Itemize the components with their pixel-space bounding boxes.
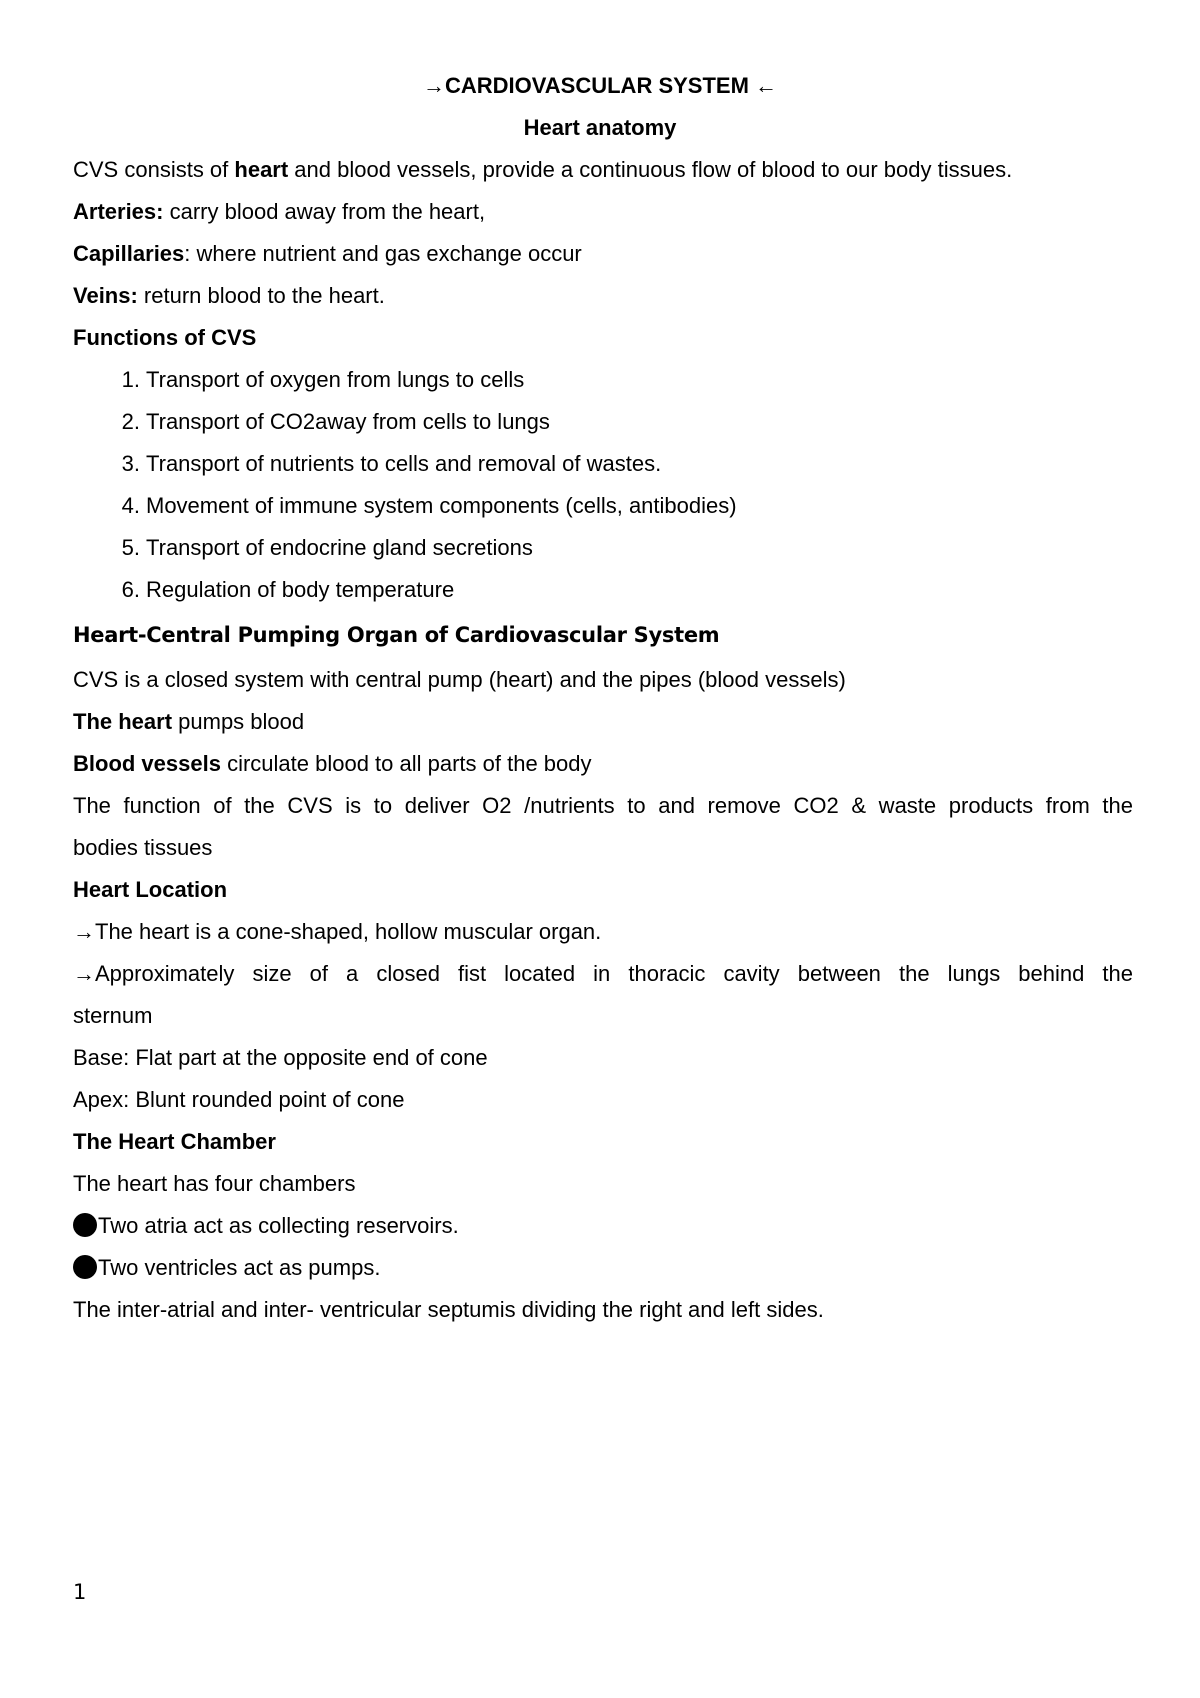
intro-paragraph [73,156,1133,184]
bullet-icon [73,1255,97,1279]
four-chambers-line: The heart has four chambers [73,1171,356,1196]
intro-text-pre: CVS consists of [73,157,235,182]
apex-line: Apex: Blunt rounded point of cone [73,1087,405,1112]
veins-line [73,282,1133,310]
function-paragraph-line-1: The function of the CVS is to deliver O2 /nutrients to and remove CO2 & waste products from the [73,793,1133,818]
capillaries-term: Capillaries [73,241,185,266]
heart-pumps-text: pumps blood [172,709,305,734]
list-text: Transport of endocrine gland secretions [146,535,533,560]
list-number: 5. [121,535,140,560]
intro-text-post: and blood vessels, provide a continuous flow of blood to our body tissues. [288,157,1013,182]
location-heading: Heart Location [73,877,228,902]
septum-line: The inter-atrial and inter- ventricular septumis dividing the right and left sides. [73,1297,824,1322]
blood-vessels-line [73,750,1133,778]
veins-text: return blood to the heart. [137,283,385,308]
function-paragraph-line-2: bodies tissues [73,835,213,860]
atria-text: Two atria act as collecting reservoirs. [98,1213,459,1238]
list-text: Transport of CO2away from cells to lungs [146,409,550,434]
blood-vessels-text: circulate blood to all parts of the body [220,751,592,776]
document-title: →CARDIOVASCULAR SYSTEM ← [422,73,778,98]
location-line-2: →Approximately size of a closed fist located in thoracic cavity between the lungs behind the [73,961,1133,986]
heart-pumps-term: The heart [73,709,173,734]
list-text: Transport of oxygen from lungs to cells [146,367,525,392]
intro-text-bold: heart [234,157,289,182]
capillaries-line [73,240,1133,268]
list-number: 4. [121,493,140,518]
list-number: 2. [121,409,140,434]
capillaries-text: : where nutrient and gas exchange occur [184,241,582,266]
list-number: 3. [121,451,140,476]
location-line-2-continued: sternum [73,1003,153,1028]
ventricles-text: Two ventricles act as pumps. [98,1255,381,1280]
arteries-term: Arteries: [73,199,164,224]
list-text: Movement of immune system components (cells, antibodies) [146,493,737,518]
document-subtitle: Heart anatomy [523,115,677,140]
blood-vessels-term: Blood vessels [73,751,221,776]
arteries-text: carry blood away from the heart, [163,199,486,224]
list-number: 6. [121,577,140,602]
bullet-icon [73,1213,97,1237]
veins-term: Veins: [73,283,138,308]
page-number: 1 [73,1580,87,1604]
pump-heading: Heart-Central Pumping Organ of Cardiovascular System [73,623,720,647]
list-text: Regulation of body temperature [146,577,455,602]
base-line: Base: Flat part at the opposite end of cone [73,1045,488,1070]
ventricles-line [73,1254,1133,1282]
location-line-1: →The heart is a cone-shaped, hollow muscular organ. [73,919,602,944]
closed-system-line: CVS is a closed system with central pump (heart) and the pipes (blood vessels) [73,667,846,692]
list-text: Transport of nutrients to cells and removal of wastes. [146,451,662,476]
chamber-heading: The Heart Chamber [73,1129,276,1154]
arteries-line [73,198,1133,226]
heart-pumps-line [73,708,1133,736]
functions-heading: Functions of CVS [73,325,257,350]
atria-line [73,1212,1133,1240]
list-number: 1. [121,367,140,392]
